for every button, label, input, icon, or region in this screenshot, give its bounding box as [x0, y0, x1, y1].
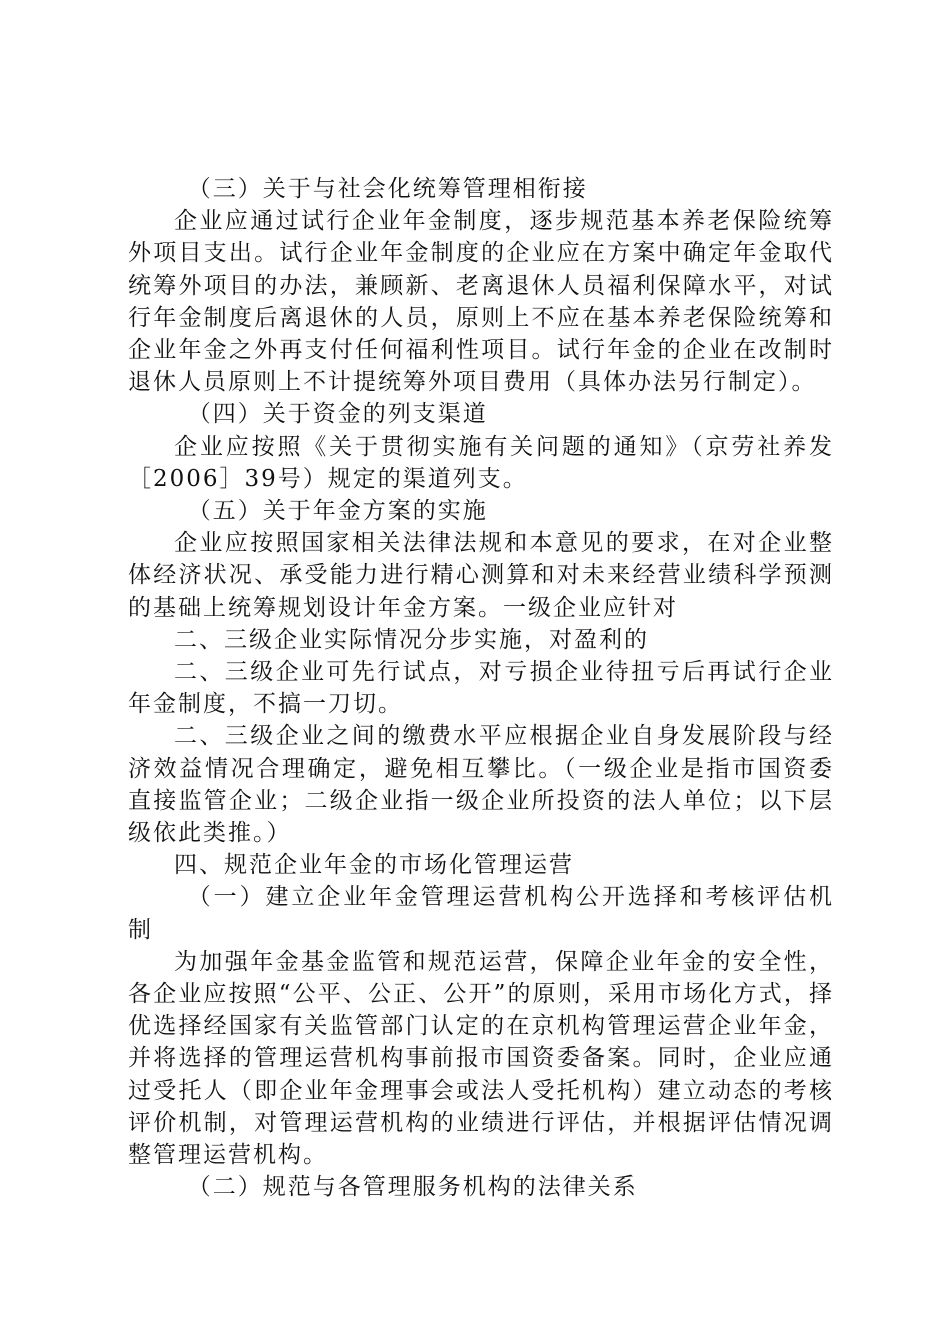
body-paragraph: 二、三级企业实际情况分步实施，对盈利的 — [174, 626, 649, 653]
body-paragraph: 企业应通过试行企业年金制度，逐步规范基本养老保险统筹外项目支出。试行企业年金制度的企业应在方案中确定年金取代统筹外项目的办法，兼顾新、老离退休人员福利保障水平，对试行年金制度后离退休的人员，原则上不应在基本养老保险统筹和企业年金之外再支付任何福利性项目。试行年金的企业在改制时退休人员原则上不计提统筹外项目费用（具体办法另行制定）。 — [128, 208, 834, 396]
section-heading-5: （五）关于年金方案的实施 — [187, 498, 488, 525]
body-paragraph: 二、三级企业之间的缴费水平应根据企业自身发展阶段与经济效益情况合理确定，避免相互攀比。（一级企业是指市国资委直接监管企业；二级企业指一级企业所投资的法人单位；以下层级依此类推。） — [128, 723, 834, 847]
section-heading-2: （二）规范与各管理服务机构的法律关系 — [187, 1174, 638, 1201]
section-heading-4: （四）关于资金的列支渠道 — [187, 401, 488, 428]
body-paragraph: 企业应按照国家相关法律法规和本意见的要求，在对企业整体经济状况、承受能力进行精心测算和对未来经营业绩科学预测的基础上统筹规划设计年金方案。一级企业应针对 — [128, 530, 834, 621]
body-paragraph: 二、三级企业可先行试点，对亏损企业待扭亏后再试行企业年金制度，不搞一刀切。 — [128, 659, 834, 718]
document-body — [128, 173, 834, 1204]
chapter-heading-4: 四、规范企业年金的市场化管理运营 — [174, 852, 574, 879]
section-heading-1: （一）建立企业年金管理运营机构公开选择和考核评估机制 — [128, 884, 834, 943]
section-heading-3: （三）关于与社会化统筹管理相衔接 — [187, 176, 588, 202]
body-paragraph: 企业应按照《关于贯彻实施有关问题的通知》（京劳社养发［2006］39号）规定的渠道列支。 — [128, 433, 834, 492]
body-paragraph: 为加强年金基金监管和规范运营，保障企业年金的安全性，各企业应按照“公平、公正、公开”的原则，采用市场化方式，择优选择经国家有关监管部门认定的在京机构管理运营企业年金，并将选择的管理运营机构事前报市国资委备案。同时，企业应通过受托人（即企业年金理事会或法人受托机构）建立动态的考核评价机制，对管理运营机构的业绩进行评估，并根据评估情况调整管理运营机构。 — [128, 948, 834, 1169]
